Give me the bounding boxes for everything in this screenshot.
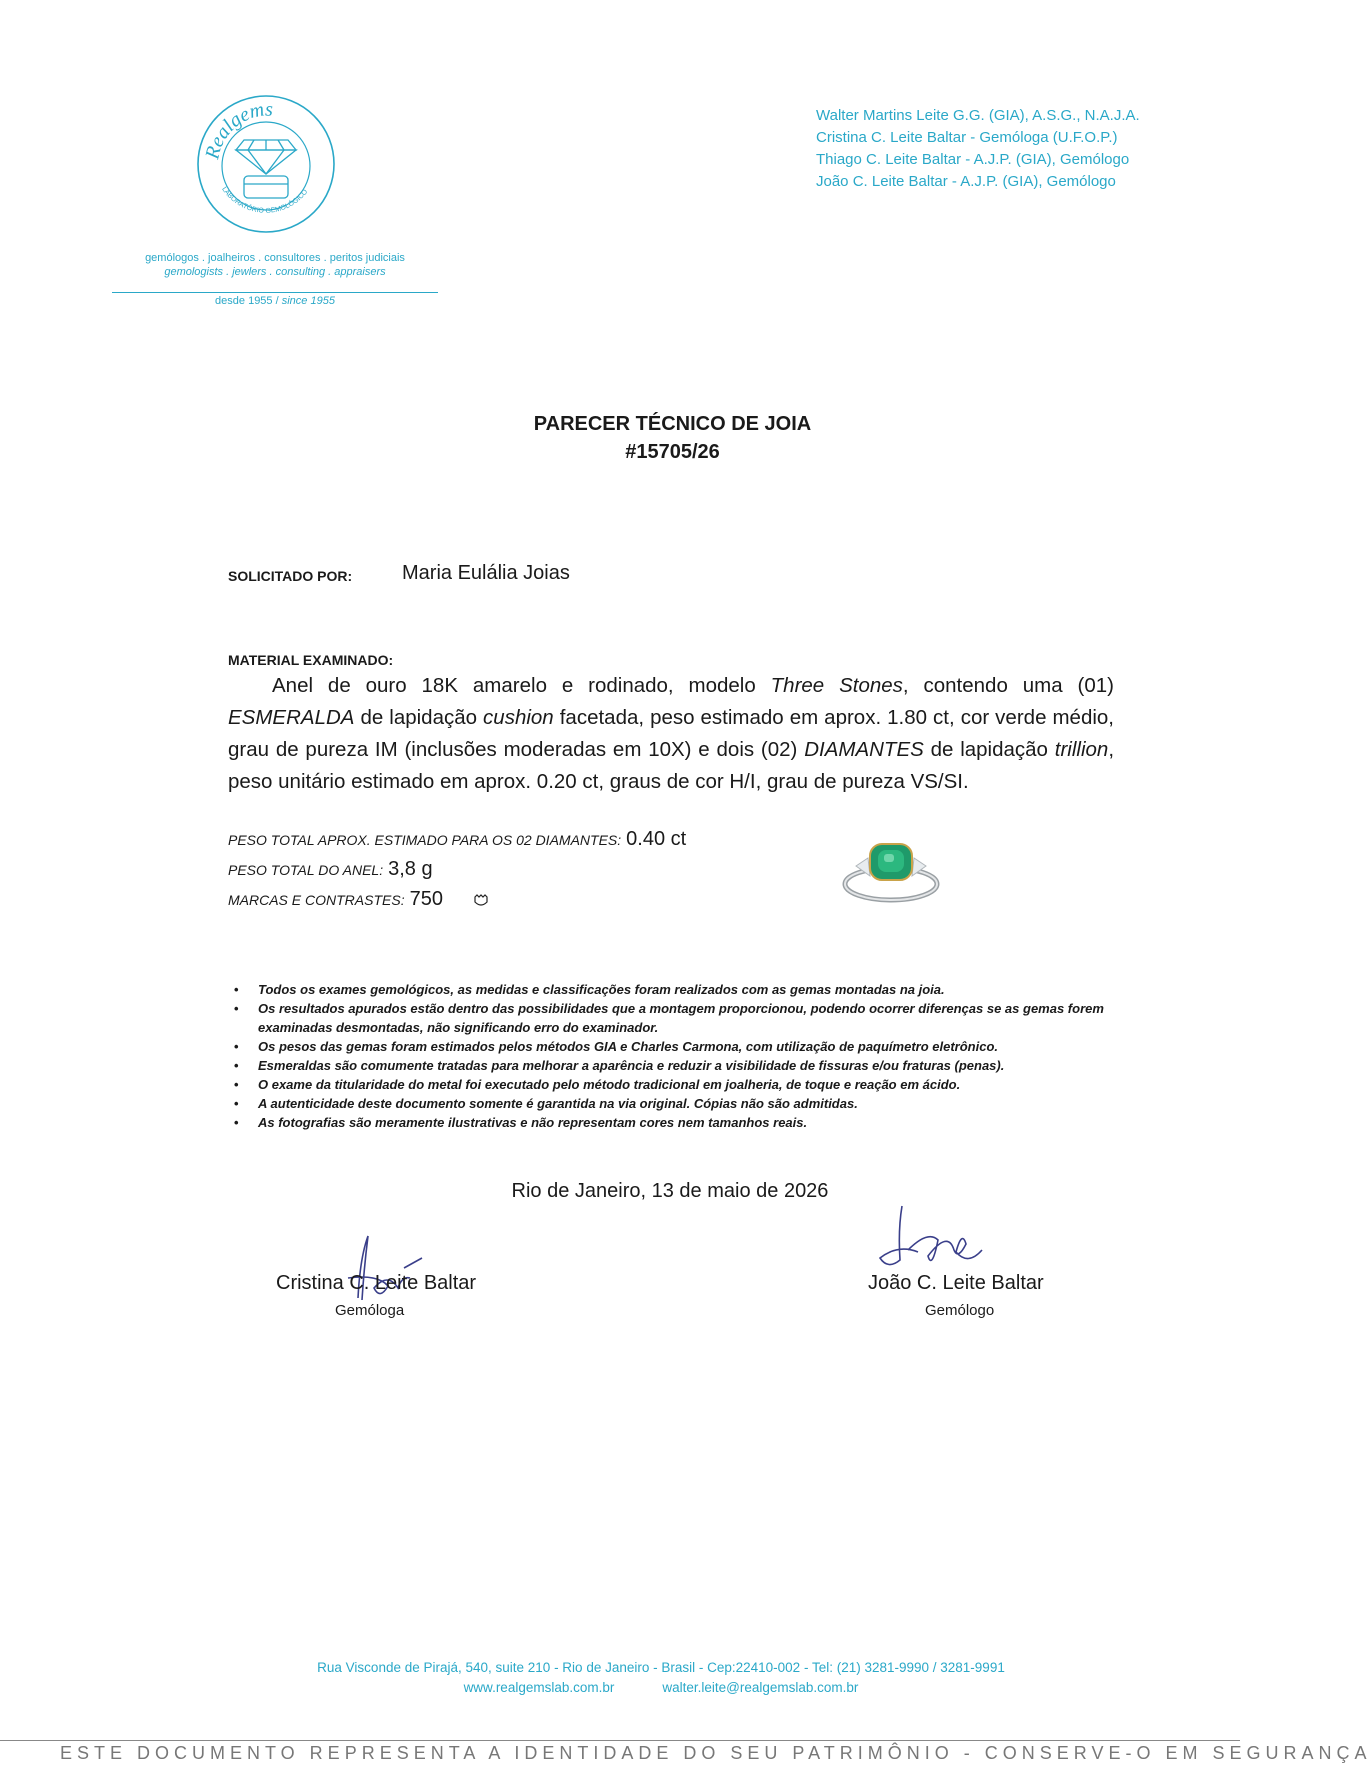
requested-by-label: SOLICITADO POR: xyxy=(228,568,353,584)
signer-name: João C. Leite Baltar xyxy=(868,1272,1044,1294)
spec-diamonds-weight xyxy=(228,828,686,851)
staff-member: João C. Leite Baltar - A.J.P. (GIA), Gemólogo xyxy=(816,173,1116,190)
material-cut: cushion xyxy=(483,706,554,729)
signer-role: Gemólogo xyxy=(925,1302,995,1319)
logo-tagline-pt: gemólogos . joalheiros . consultores . peritos judiciais xyxy=(145,252,405,264)
realgems-seal xyxy=(196,86,336,236)
material-model: Three Stones xyxy=(770,674,903,697)
signer-role: Gemóloga xyxy=(335,1302,405,1319)
spec-value: 0.40 ct xyxy=(626,828,687,850)
since-pt: desde 1955 / xyxy=(215,295,279,307)
material-text: facetada, peso estimado em aprox. 1.80 ct, cor verde médio, grau de pureza IM (inclusões moderadas em 10X) e dois (02) xyxy=(228,706,1114,761)
note-item: • A autenticidade deste documento somente é garantida na via original. Cópias não são admitidas. xyxy=(232,1094,1122,1113)
logo-divider xyxy=(112,292,438,293)
spec-value: 750 xyxy=(409,888,443,910)
material-description xyxy=(228,670,1114,798)
footer-banner-text: ESTE DOCUMENTO REPRESENTA A IDENTIDADE DO SEU PATRIMÔNIO - CONSERVE-O EM SEGURANÇA xyxy=(60,1743,1371,1763)
logo-since xyxy=(110,295,440,307)
material-stone: DIAMANTES xyxy=(804,738,924,761)
note-item: • Todos os exames gemológicos, as medidas e classificações foram realizados com as gemas montadas na joia. xyxy=(232,980,1122,999)
note-item: • As fotografias são meramente ilustrativas e não representam cores nem tamanhos reais. xyxy=(232,1113,1122,1132)
realgems-logo xyxy=(196,86,336,236)
spec-label: PESO TOTAL DO ANEL: xyxy=(228,862,384,878)
title-line-1: PARECER TÉCNICO DE JOIA xyxy=(533,413,812,435)
material-text: de lapidação xyxy=(354,706,484,729)
website-link[interactable]: www.realgemslab.com.br xyxy=(463,1680,615,1695)
requested-by-value: Maria Eulália Joias xyxy=(402,562,570,584)
note-item: • Os pesos das gemas foram estimados pelos métodos GIA e Charles Carmona, com utilização de paquímetro eletrônico. xyxy=(232,1037,1122,1056)
logo-tagline-en: gemologists . jewlers . consulting . appraisers xyxy=(164,266,386,278)
email-link[interactable]: walter.leite@realgemslab.com.br xyxy=(662,1680,859,1695)
spec-value: 3,8 g xyxy=(388,858,433,880)
material-text: , contendo uma (01) xyxy=(902,674,1114,697)
note-item: • O exame da titularidade do metal foi executado pelo método tradicional em joalheria, de toque e reação em ácido. xyxy=(232,1075,1122,1094)
note-item: • Esmeraldas são comumente tratadas para melhorar a aparência e reduzir a visibilidade de fissuras e/ou fraturas (penas). xyxy=(232,1056,1122,1075)
spec-label: PESO TOTAL APROX. ESTIMADO PARA OS 02 DIAMANTES: xyxy=(228,832,622,848)
staff-list xyxy=(816,105,1140,193)
title-line-2: #15705/26 xyxy=(625,441,720,463)
spec-label: MARCAS E CONTRASTES: xyxy=(228,892,405,908)
address-line: Rua Visconde de Pirajá, 540, suite 210 - Rio de Janeiro - Brasil - Cep:22410-002 - Tel: (21) 3281-9990 / 3281-9991 xyxy=(317,1660,1005,1675)
staff-member: Walter Martins Leite G.G. (GIA), A.S.G., N.A.J.A. xyxy=(816,107,1140,124)
ring-photo xyxy=(838,836,944,908)
material-stone: ESMERALDA xyxy=(228,706,355,729)
signer-name: Cristina C. Leite Baltar xyxy=(276,1272,477,1294)
material-text: Anel de ouro 18K amarelo e rodinado, modelo xyxy=(272,674,771,697)
material-text: , peso unitário estimado em aprox. 0.20 ct, graus de cor H/I, grau de pureza VS/SI. xyxy=(228,738,1115,793)
footer-address xyxy=(0,1658,1322,1698)
spec-ring-weight xyxy=(228,858,433,881)
logo-brand-text: Realgems xyxy=(201,98,274,162)
logo-ring-text: LABORATÓRIO GEMOLÓGICO xyxy=(220,185,310,215)
place-date: Rio de Janeiro, 13 de maio de 2026 xyxy=(511,1180,829,1202)
since-en: since 1955 xyxy=(281,295,335,307)
notes-list xyxy=(232,980,1122,1132)
spec-hallmarks xyxy=(228,888,489,911)
material-text: de lapidação xyxy=(923,738,1055,761)
note-item: • Os resultados apurados estão dentro das possibilidades que a montagem proporcionou, podendo ocorrer diferenças se as gemas forem examinadas desmontadas, não significando erro do examinador. xyxy=(232,999,1122,1037)
document-title xyxy=(0,410,1345,466)
hallmark-icon xyxy=(473,894,489,908)
material-label: MATERIAL EXAMINADO: xyxy=(228,652,394,668)
staff-member: Cristina C. Leite Baltar - Gemóloga (U.F.O.P.) xyxy=(816,129,1118,146)
material-cut: trillion xyxy=(1054,738,1109,761)
staff-member: Thiago C. Leite Baltar - A.J.P. (GIA), Gemólogo xyxy=(816,151,1130,168)
diamond-icon xyxy=(236,140,296,198)
